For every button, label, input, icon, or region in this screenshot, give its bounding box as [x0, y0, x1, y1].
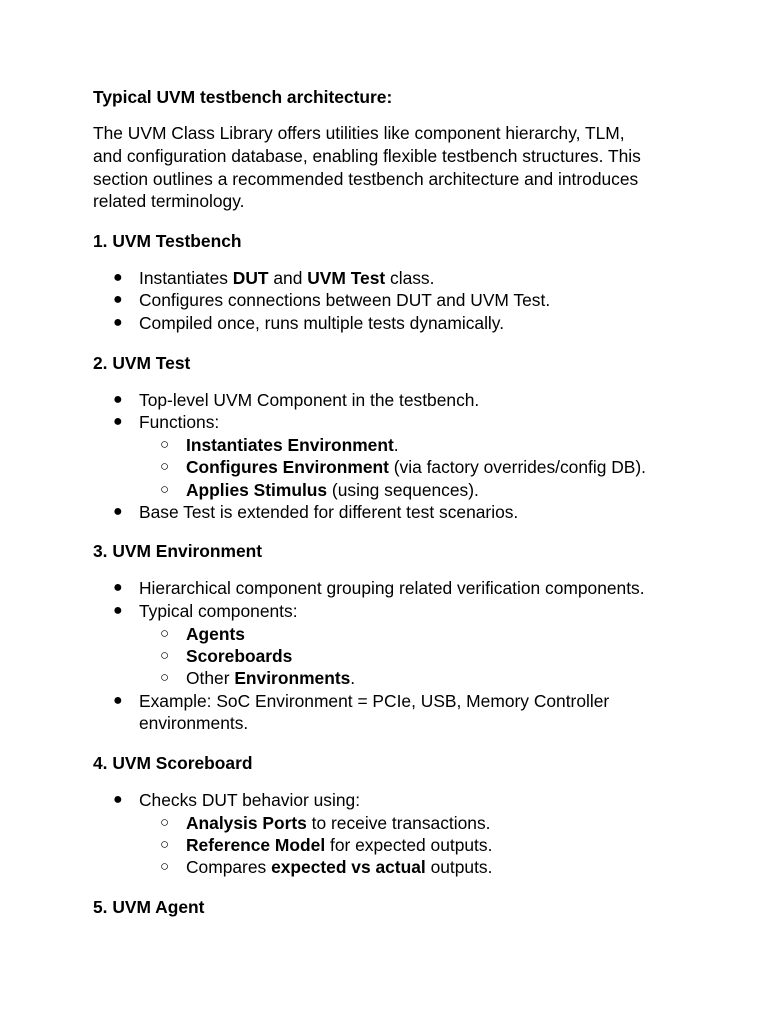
bullet-glyph: ●	[113, 579, 123, 596]
list-item-continuation: environments.	[139, 713, 249, 733]
bullet-glyph: ●	[113, 269, 123, 286]
intro-line: related terminology.	[93, 191, 245, 212]
bullet-glyph: ●	[113, 791, 123, 808]
list-item: Instantiates DUT and UVM Test class.	[139, 268, 435, 288]
list-item: Typical components:	[139, 601, 298, 621]
sub-list-item: Analysis Ports to receive transactions.	[186, 813, 491, 833]
intro-line: section outlines a recommended testbench architecture and introduces	[93, 168, 639, 189]
list-item: Configures connections between DUT and UVM Test.	[139, 290, 551, 310]
sub-bullet-glyph: ○	[160, 669, 170, 686]
section-heading-environment: 3. UVM Environment	[93, 541, 263, 561]
bullet-glyph: ●	[113, 503, 123, 520]
sub-list-item: Agents	[186, 624, 245, 644]
list-item: Compiled once, runs multiple tests dynamically.	[139, 313, 505, 333]
sub-list-item: Configures Environment (via factory overrides/config DB).	[186, 457, 646, 477]
sub-bullet-glyph: ○	[160, 436, 170, 453]
list-item: Hierarchical component grouping related verification components.	[139, 578, 645, 598]
section-heading-scoreboard: 4. UVM Scoreboard	[93, 753, 253, 773]
list-item: Top-level UVM Component in the testbench.	[139, 390, 480, 410]
sub-bullet-glyph: ○	[160, 814, 170, 831]
bullet-glyph: ●	[113, 692, 123, 709]
sub-bullet-glyph: ○	[160, 458, 170, 475]
bullet-glyph: ●	[113, 391, 123, 408]
sub-list-item: Applies Stimulus (using sequences).	[186, 480, 479, 500]
sub-bullet-glyph: ○	[160, 858, 170, 875]
sub-list-item: Compares expected vs actual outputs.	[186, 857, 493, 877]
sub-bullet-glyph: ○	[160, 647, 170, 664]
bullet-glyph: ●	[113, 314, 123, 331]
sub-list-item: Scoreboards	[186, 646, 293, 666]
sub-bullet-glyph: ○	[160, 836, 170, 853]
intro-paragraph	[93, 122, 693, 213]
section-heading-test: 2. UVM Test	[93, 353, 191, 373]
sub-list-item: Other Environments.	[186, 668, 356, 688]
section-heading-agent: 5. UVM Agent	[93, 897, 205, 917]
bullet-glyph: ●	[113, 602, 123, 619]
bullet-glyph: ●	[113, 413, 123, 430]
sub-list-item: Instantiates Environment.	[186, 435, 399, 455]
intro-line: The UVM Class Library offers utilities like component hierarchy, TLM,	[93, 123, 625, 143]
sub-bullet-glyph: ○	[160, 625, 170, 642]
list-item: Functions:	[139, 412, 220, 432]
list-item: Checks DUT behavior using:	[139, 790, 361, 810]
sub-list-item: Reference Model for expected outputs.	[186, 835, 493, 855]
intro-line: and configuration database, enabling flexible testbench structures. This	[93, 145, 641, 166]
list-item: Base Test is extended for different test scenarios.	[139, 502, 519, 522]
sub-bullet-glyph: ○	[160, 481, 170, 498]
bullet-glyph: ●	[113, 291, 123, 308]
document-title: Typical UVM testbench architecture:	[93, 87, 393, 107]
section-heading-testbench: 1. UVM Testbench	[93, 231, 242, 251]
list-item: Example: SoC Environment = PCIe, USB, Memory Controller	[139, 691, 610, 711]
